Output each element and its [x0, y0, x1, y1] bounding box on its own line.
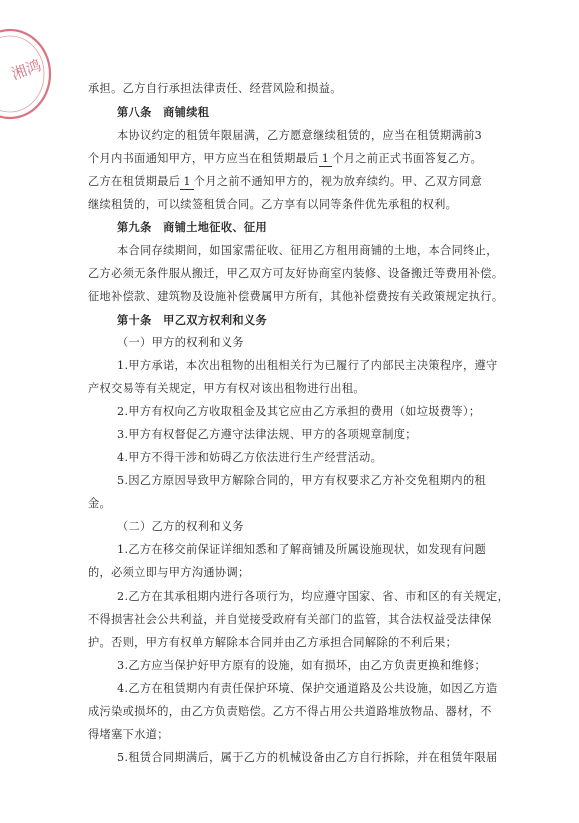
red-seal-stamp [0, 28, 56, 120]
text-line: 乙方在租赁期最后 1 个月之前不通知甲方的，视为放弃续约。甲、乙双方同意 [88, 175, 483, 188]
section-heading-party-a: （一）甲方的权利和义务 [117, 336, 244, 349]
article-8-heading: 第八条 商铺续租 [117, 105, 210, 119]
text-line: 1.乙方在移交前保证详细知悉和了解商铺及所属设施现状，如发现有问题 [117, 543, 487, 556]
seal-text: 湘鸿 [9, 56, 44, 84]
text-line: 3.甲方有权督促乙方遵守法律法规、甲方的各项规章制度； [117, 428, 417, 441]
text-line: 承担。乙方自行承担法律责任、经营风险和损益。 [88, 82, 342, 95]
text-line: 2.甲方有权向乙方收取租金及其它应由乙方承担的费用（如垃圾费等）； [117, 405, 481, 418]
underlined-value: 1 [180, 175, 193, 190]
text-line: 得堵塞下水道； [88, 728, 169, 741]
text-line: 2.乙方在其承租期内进行各项行为，均应遵守国家、省、市和区的有关规定， [117, 590, 510, 603]
article-9-heading: 第九条 商铺土地征收、征用 [117, 220, 267, 234]
text-line: 个月内书面通知甲方，甲方应当在租赁期最后 1 个月之前正式书面答复乙方。 [88, 152, 483, 165]
article-10-heading: 第十条 甲乙双方权利和义务 [117, 313, 267, 327]
text-line: 乙方必须无条件服从搬迁，甲乙双方可友好协商室内装修、设备搬迁等费用补偿。 [88, 267, 504, 280]
text-line: 4.甲方不得干涉和妨碍乙方依法进行生产经营活动。 [117, 451, 383, 464]
text-line: 征地补偿款、建筑物及设施补偿费属甲方所有，其他补偿费按有关政策规定执行。 [88, 290, 504, 303]
underlined-value: 1 [319, 152, 332, 167]
text-line: 4.乙方在租赁期内有责任保护环境、保护交通道路及公共设施，如因乙方造 [117, 682, 498, 695]
text-line: 5.因乙方原因导致甲方解除合同的，甲方有权要求乙方补交免租期内的租 [117, 474, 487, 487]
text-line: 1.甲方承诺，本次出租物的出租相关行为已履行了内部民主决策程序，遵守 [117, 359, 498, 372]
text-line: 继续租赁的，可以续签租赁合同。乙方享有以同等条件优先承租的权利。 [88, 198, 458, 211]
text-line: 3.乙方应当保护好甲方原有的设施，如有损坏，由乙方负责更换和维修； [117, 659, 487, 672]
text-line: 金。 [88, 497, 112, 510]
text-line: 本合同存续期间，如国家需征收、征用乙方租用商铺的土地，本合同终止， [117, 244, 498, 257]
text-line: 成污染或损坏的，由乙方负责赔偿。乙方不得占用公共道路堆放物品、器材，不 [88, 705, 492, 718]
text-line: 不得损害社会公共利益，并自觉接受政府有关部门的监管，其合法权益受法律保 [88, 613, 492, 626]
section-heading-party-b: （二）乙方的权利和义务 [117, 520, 244, 533]
text-line: 护。否则，甲方有权单方解除本合同并由乙方承担合同解除的不利后果； [88, 636, 458, 649]
text-line: 产权交易等有关规定，甲方有权对该出租物进行出租。 [88, 382, 365, 395]
text-line: 的，必须立即与甲方沟通协调； [88, 566, 250, 579]
text-line: 5.租赁合同期满后，属于乙方的机械设备由乙方自行拆除，并在租赁年限届 [117, 751, 498, 764]
text-line: 本协议约定的租赁年限届满，乙方愿意继续租赁的，应当在租赁期满前3 [117, 129, 483, 142]
